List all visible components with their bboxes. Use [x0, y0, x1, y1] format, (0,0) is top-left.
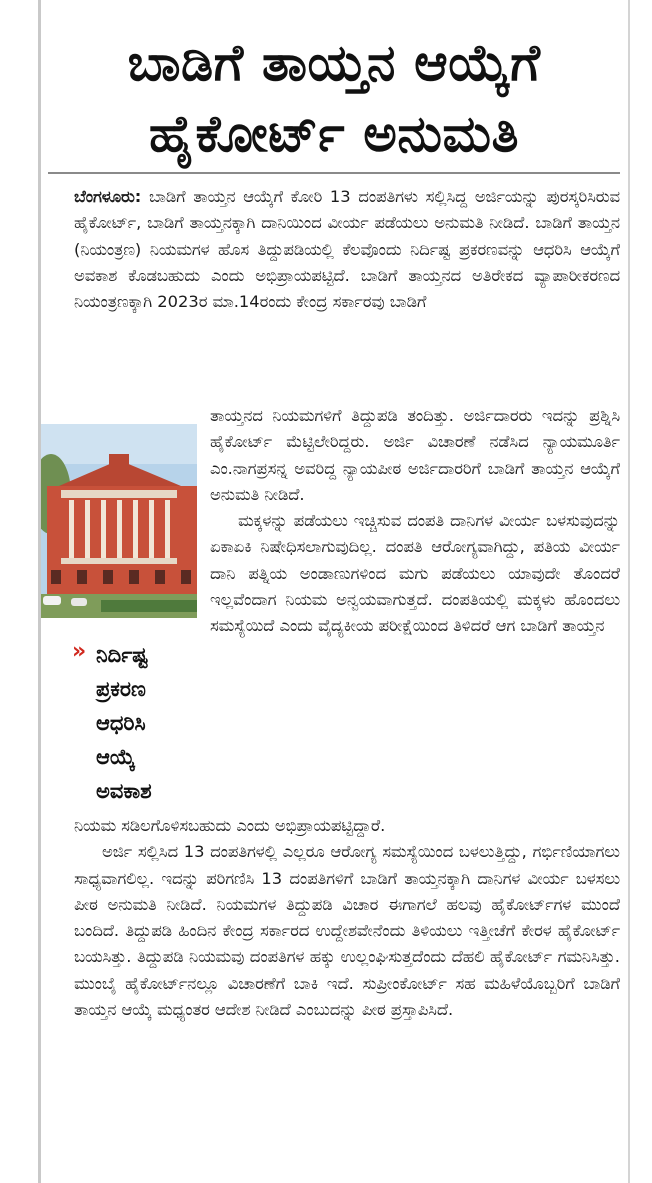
- paragraph-1-continued-text: ತಾಯ್ತನದ ನಿಯಮಗಳಿಗೆ ತಿದ್ದುಪಡಿ ತಂದಿತ್ತು. ಅರ್ಜಿದಾರರು ಇದನ್ನು ಪ್ರಶ್ನಿಸಿ ಹೈಕೋರ್ಟ್ ಮೆಟ್ಟಿಲೇರಿದ್ದರು. ಅರ್ಜಿ ವಿಚಾರಣೆ ನಡೆಸಿದ ನ್ಯಾಯಮೂರ್ತಿ ಎಂ.ನಾಗಪ್ರಸನ್ನ ಅವರಿದ್ದ ನ್ಯಾಯಪೀಠ ಅರ್ಜಿದಾರರಿಗೆ ಬಾಡಿಗೆ ತಾಯ್ತನ ಆಯ್ಕೆಗೆ ಅನುಮತಿ ನೀಡಿದೆ.: [210, 406, 620, 504]
- headline-line-2: ಹೈಕೋರ್ಟ್ ಅನುಮತಿ: [149, 105, 519, 164]
- pull-quote-line: ಪ್ರಕರಣ: [96, 677, 146, 701]
- article-paragraph-1: [74, 184, 620, 315]
- court-building-photo: [41, 424, 197, 618]
- paragraph-2-text: ಮಕ್ಕಳನ್ನು ಪಡೆಯಲು ಇಚ್ಚಿಸುವ ದಂಪತಿ ದಾನಿಗಳ ವೀರ್ಯ ಬಳಸುವುದನ್ನು ಏಕಾಏಕಿ ನಿಷೇಧಿಸಲಾಗುವುದಿಲ್ಲ. ದಂಪತಿ ಆರೋಗ್ಯವಾಗಿದ್ದು, ಪತಿಯ ವೀರ್ಯ ದಾನಿ ಪತ್ನಿಯ ಅಂಡಾಣುಗಳಿಂದ ಮಗು ಪಡೆಯಲು ಯಾವುದೇ ತೊಂದರೆ ಇಲ್ಲವೆಂದಾಗ ನಿಯಮ ಅನ್ವಯವಾಗುತ್ತದೆ. ದಂಪತಿಯಲ್ಲಿ ಮಕ್ಕಳು ಹೊಂದಲು ಸಮಸ್ಯೆಯಿದೆ ಎಂದು ವೈದ್ಯಕೀಯ ಪರೀಕ್ಷೆಯಿಂದ ತಿಳಿದರೆ ಆಗ ಬಾಡಿಗೆ ತಾಯ್ತನ: [210, 511, 620, 636]
- headline-divider: [48, 172, 620, 174]
- paragraph-3-text: ಅರ್ಜಿ ಸಲ್ಲಿಸಿದ 13 ದಂಪತಿಗಳಲ್ಲಿ ಎಲ್ಲರೂ ಆರೋಗ್ಯ ಸಮಸ್ಯೆಯಿಂದ ಬಳಲುತ್ತಿದ್ದು, ಗರ್ಭಿಣಿಯಾಗಲು ಸಾಧ್ಯವಾಗಲಿಲ್ಲ. ಇದನ್ನು ಪರಿಗಣಿಸಿ 13 ದಂಪತಿಗಳಿಗೆ ಬಾಡಿಗೆ ತಾಯ್ತನಕ್ಕಾಗಿ ದಾನಿಗಳ ವೀರ್ಯ ಬಳಸಲು ಪೀಠ ಅನುಮತಿ ನೀಡಿದೆ. ನಿಯಮಗಳ ತಿದ್ದುಪಡಿ ವಿಚಾರ ಈಗಾಗಲೆ ಹಲವು ಹೈಕೋರ್ಟ್‌ಗಳ ಮುಂದೆ ಬಂದಿದೆ. ತಿದ್ದುಪಡಿ ಹಿಂದಿನ ಕೇಂದ್ರ ಸರ್ಕಾರದ ಉದ್ದೇಶವೇನೆಂದು ತಿಳಿಯಲು ಇತ್ತೀಚೆಗೆ ಕೇರಳ ಹೈಕೋರ್ಟ್ ಬಯಸಿತ್ತು. ತಿದ್ದುಪಡಿ ನಿಯಮವು ದಂಪತಿಗಳ ಹಕ್ಕು ಉಲ್ಲಂಘಿಸುತ್ತದೆಂದು ದೆಹಲಿ ಹೈಕೋರ್ಟ್ ಗಮನಿಸಿತ್ತು. ಮುಂಬೈ ಹೈಕೋರ್ಟ್‌ನಲ್ಲೂ ವಿಚಾರಣೆಗೆ ಬಾಕಿ ಇದೆ. ಸುಪ್ರೀಂಕೋರ್ಟ್ ಸಹ ಮಹಿಳೆಯೊಬ್ಬರಿಗೆ ಬಾಡಿಗೆ ತಾಯ್ತನ ಆಯ್ಕೆ ಮಧ್ಯಂತರ ಆದೇಶ ನೀಡಿದೆ ಎಂಬುದನ್ನು ಪೀಠ ಪ್ರಸ್ತಾಪಿಸಿದೆ.: [74, 842, 620, 1020]
- pull-quote-marker-icon: »: [72, 639, 87, 664]
- article-paragraph-1-continued: [210, 403, 620, 640]
- article-paragraph-3: [74, 813, 620, 1023]
- paragraph-1-text: ಬಾಡಿಗೆ ತಾಯ್ತನ ಆಯ್ಕೆಗೆ ಕೋರಿ 13 ದಂಪತಿಗಳು ಸಲ್ಲಿಸಿದ್ದ ಅರ್ಜಿಯನ್ನು ಪುರಸ್ಕರಿಸಿರುವ ಹೈಕೋರ್ಟ್, ಬಾಡಿಗೆ ತಾಯ್ತನಕ್ಕಾಗಿ ದಾನಿಯಿಂದ ವೀರ್ಯ ಪಡೆಯಲು ಅನುಮತಿ ನೀಡಿದೆ. ಬಾಡಿಗೆ ತಾಯ್ತನ (ನಿಯಂತ್ರಣ) ನಿಯಮಗಳ ಹೊಸ ತಿದ್ದುಪಡಿಯಲ್ಲಿ ಕೆಲವೊಂದು ನಿರ್ದಿಷ್ಟ ಪ್ರಕರಣವನ್ನು ಆಧರಿಸಿ ಆಯ್ಕೆಗೆ ಅವಕಾಶ ಕೊಡಬಹುದು ಎಂದು ಅಭಿಪ್ರಾಯಪಟ್ಟಿದೆ. ಬಾಡಿಗೆ ತಾಯ್ತನದ ಅತಿರೇಕದ ವ್ಯಾಪಾರೀಕರಣದ ನಿಯಂತ್ರಣಕ್ಕಾಗಿ 2023ರ ಮಾ.14ರಂದು ಕೇಂದ್ರ ಸರ್ಕಾರವು ಬಾಡಿಗೆ: [74, 187, 620, 312]
- headline-line-1: ಬಾಡಿಗೆ ತಾಯ್ತನ ಆಯ್ಕೆಗೆ: [127, 34, 541, 93]
- paragraph-2-continued-text: ನಿಯಮ ಸಡಿಲಗೊಳಿಸಬಹುದು ಎಂದು ಅಭಿಪ್ರಾಯಪಟ್ಟಿದ್ದಾರೆ.: [74, 816, 386, 835]
- pull-quote-line: ಆಧರಿಸಿ: [96, 711, 146, 735]
- pull-quote-line: ಅವಕಾಶ: [96, 779, 152, 803]
- pull-quote-line: ಆಯ್ಕೆ: [96, 745, 136, 769]
- dateline: ಬೆಂಗಳೂರು:: [74, 187, 142, 206]
- page-border-right: [628, 0, 630, 1183]
- headline: [48, 28, 620, 170]
- pull-quote-text: [96, 638, 206, 808]
- pull-quote-line: ನಿರ್ದಿಷ್ಟ: [96, 643, 148, 667]
